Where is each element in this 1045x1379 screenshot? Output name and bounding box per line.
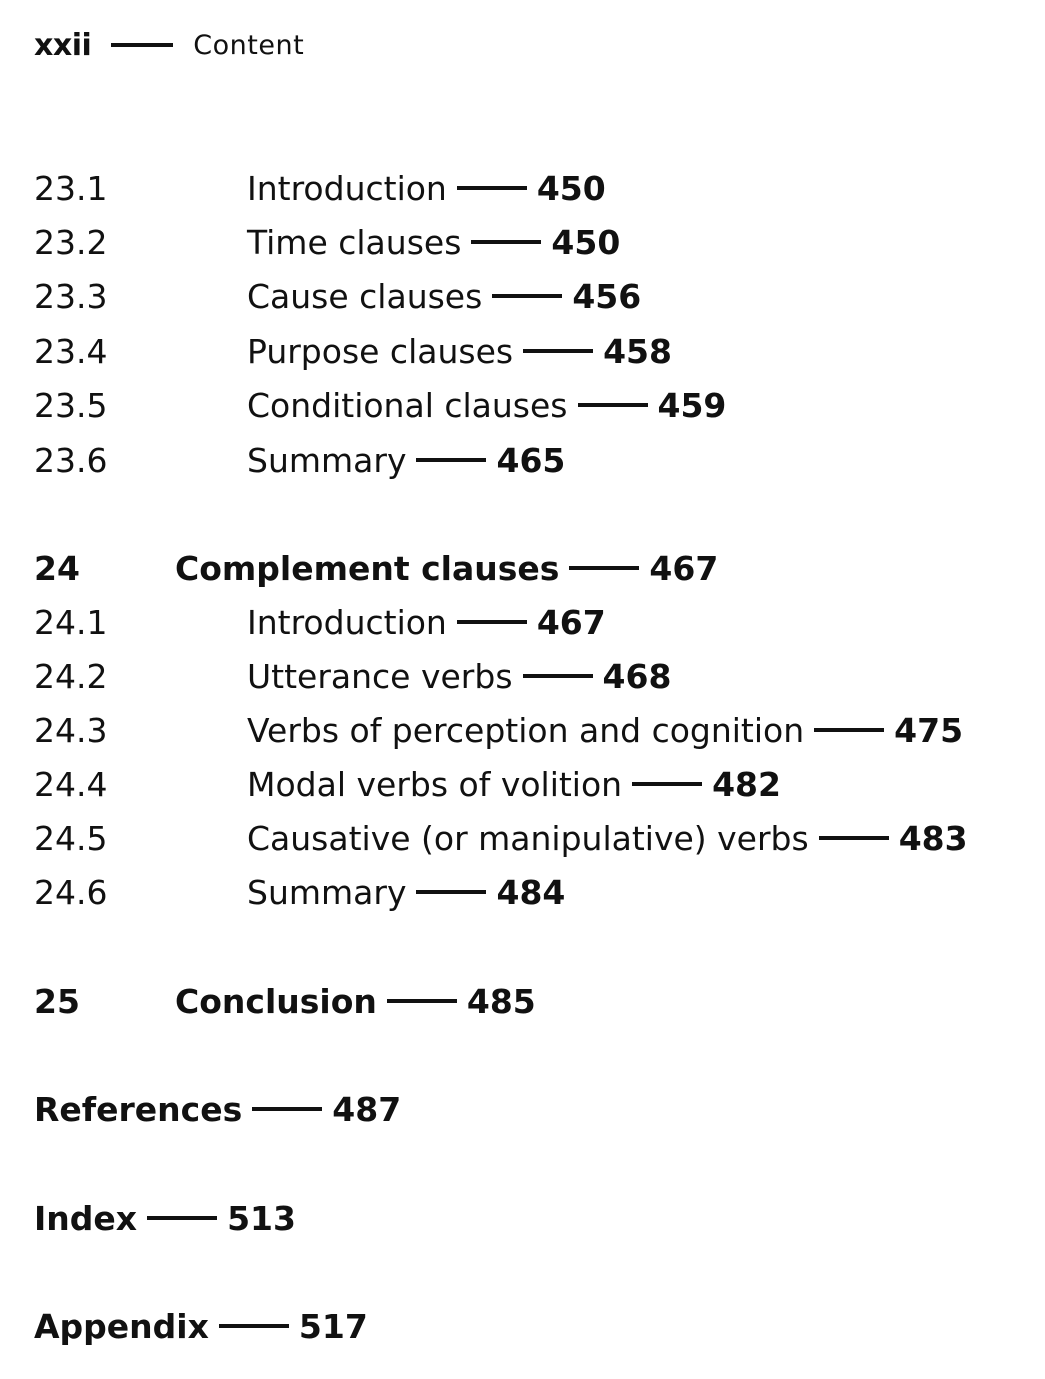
leader-dash [387,999,457,1003]
entry-number: 23.6 [34,440,108,480]
leader-dash [147,1216,217,1220]
entry-page: 482 [712,764,781,804]
leader-dash [252,1107,322,1111]
entry-page: 459 [657,385,727,425]
page-folio: xxii [34,27,92,63]
leader-dash [416,458,486,462]
header-dash [111,43,173,47]
entry-number: 23.3 [34,276,108,316]
entry-number: 23.2 [34,222,108,262]
entry-title: Utterance verbs [247,656,513,696]
entry-title: Conditional clauses [247,385,568,425]
leader-dash [416,890,486,894]
entry-page: 467 [536,602,606,642]
entry-number: 24.3 [34,710,108,750]
appendix-page: 517 [298,1306,368,1346]
appendix-title: Appendix [34,1306,209,1346]
entry-title: Summary [247,440,407,480]
entry-page: 450 [536,168,606,208]
leader-dash [457,186,527,190]
references-page: 487 [332,1089,402,1129]
entry-number: 23.5 [34,385,108,425]
leader-dash [523,349,593,353]
leader-dash [492,294,562,298]
entry-page: 456 [572,276,642,316]
chapter-number: 25 [34,981,80,1021]
leader-dash [471,240,541,244]
entry-title: Introduction [247,602,447,642]
entry-page: 468 [602,656,672,696]
entry-number: 24.2 [34,656,108,696]
entry-title: Causative (or manipulative) verbs [247,818,809,858]
entry-title: Purpose clauses [247,331,514,371]
entry-page: 483 [898,818,968,858]
entry-title: Cause clauses [247,276,483,316]
entry-title: Introduction [247,168,447,208]
entry-title: Summary [247,872,407,912]
entry-page: 465 [496,440,566,480]
leader-dash [632,782,702,786]
leader-dash [457,620,527,624]
entry-title: Time clauses [247,222,462,262]
chapter-title: Conclusion [175,981,377,1021]
chapter-title: Complement clauses [175,548,560,588]
index-page: 513 [227,1198,296,1238]
index-title: Index [34,1198,138,1238]
chapter-page: 485 [466,981,536,1021]
leader-dash [814,728,884,732]
leader-dash [523,674,593,678]
running-header [34,25,304,65]
entry-number: 24.4 [34,764,108,804]
entry-number: 24.6 [34,872,108,912]
entry-page: 475 [894,710,964,750]
leader-dash [819,836,889,840]
entry-title: Verbs of perception and cognition [247,710,805,750]
entry-page: 484 [496,872,566,912]
leader-dash [578,403,648,407]
entry-title: Modal verbs of volition [247,764,623,804]
running-title: Content [193,29,305,61]
chapter-page: 467 [649,548,719,588]
entry-number: 24.1 [34,602,108,642]
references-title: References [34,1089,243,1129]
leader-dash [219,1324,289,1328]
entry-page: 458 [603,331,672,371]
chapter-number: 24 [34,548,80,588]
entry-page: 450 [551,222,621,262]
entry-number: 24.5 [34,818,108,858]
entry-number: 23.4 [34,331,108,371]
entry-number: 23.1 [34,168,108,208]
leader-dash [569,566,639,570]
